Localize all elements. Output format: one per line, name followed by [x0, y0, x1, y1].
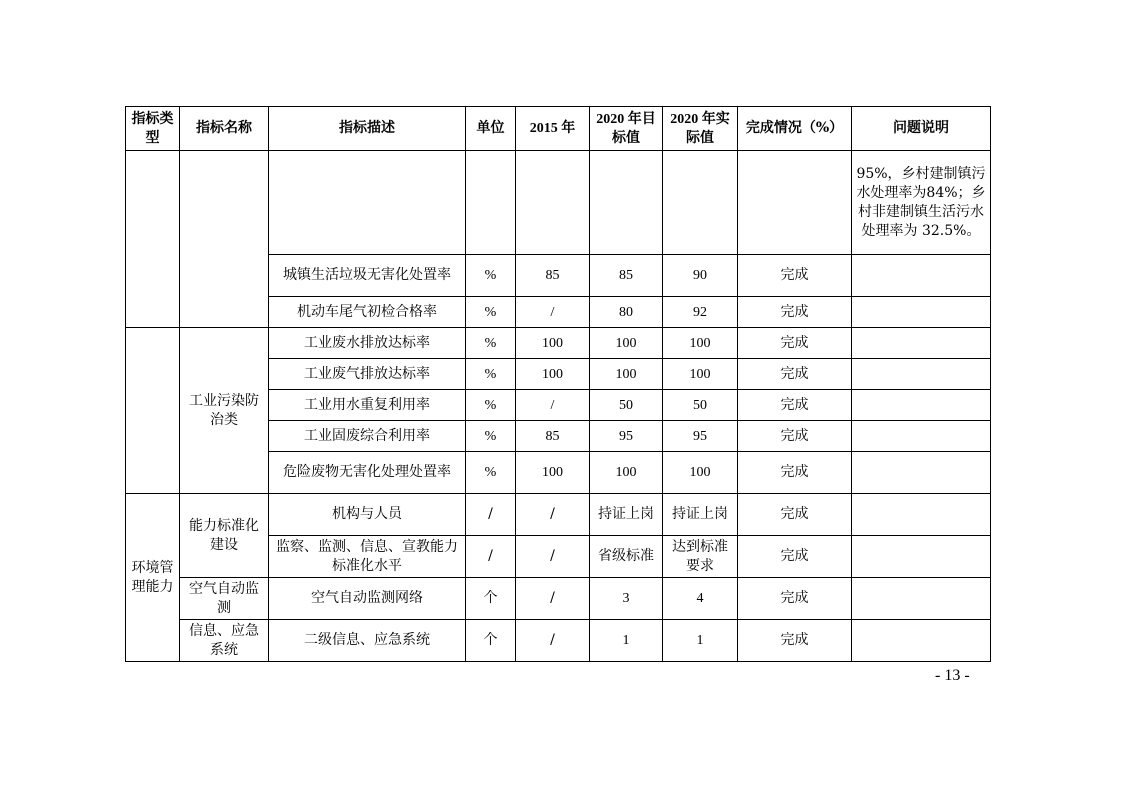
- indicator-table: [125, 106, 991, 662]
- cell-name-info: 信息、应急系统: [180, 620, 269, 662]
- cell-2015: /: [516, 494, 590, 536]
- cell-2015: 85: [516, 255, 590, 297]
- cell-type-continued: [126, 328, 180, 494]
- header-indicator-name: 指标名称: [180, 107, 269, 151]
- cell-actual: 100: [663, 328, 738, 359]
- cell-2015: 100: [516, 452, 590, 494]
- cell-unit: 个: [466, 620, 516, 662]
- cell-2015: /: [516, 536, 590, 578]
- cell-status: 完成: [738, 328, 852, 359]
- cell-name-continued: [180, 151, 269, 328]
- cell-status: 完成: [738, 390, 852, 421]
- cell-desc: 工业废水排放达标率: [269, 328, 466, 359]
- cell-note: [852, 494, 991, 536]
- cell-actual: 持证上岗: [663, 494, 738, 536]
- cell-note: [852, 452, 991, 494]
- cell-target: 持证上岗: [590, 494, 663, 536]
- header-2015: 2015 年: [516, 107, 590, 151]
- cell-2015: /: [516, 390, 590, 421]
- cell-unit: %: [466, 328, 516, 359]
- cell-desc: 机构与人员: [269, 494, 466, 536]
- cell-name-capability: 能力标准化建设: [180, 494, 269, 578]
- cell-name-industrial: 工业污染防治类: [180, 328, 269, 494]
- cell-2015: 85: [516, 421, 590, 452]
- cell-target: 80: [590, 297, 663, 328]
- cell-actual: 50: [663, 390, 738, 421]
- cell-note: 95%，乡村建制镇污水处理率为84%；乡村非建制镇生活污水处理率为 32.5%。: [852, 151, 991, 255]
- cell-target: 3: [590, 578, 663, 620]
- cell-target: 100: [590, 328, 663, 359]
- header-unit: 单位: [466, 107, 516, 151]
- cell-note: [852, 536, 991, 578]
- cell-target: 85: [590, 255, 663, 297]
- cell-unit: %: [466, 359, 516, 390]
- cell-target: 省级标准: [590, 536, 663, 578]
- table-row: [126, 578, 991, 620]
- cell-actual: 90: [663, 255, 738, 297]
- header-notes: 问题说明: [852, 107, 991, 151]
- cell-type-env: 环境管理能力: [126, 494, 180, 662]
- cell-note: [852, 421, 991, 452]
- cell-2015: 100: [516, 328, 590, 359]
- header-2020-actual: 2020 年实际值: [663, 107, 738, 151]
- cell-name-air: 空气自动监测: [180, 578, 269, 620]
- cell-actual: [663, 151, 738, 255]
- table-row: [126, 328, 991, 359]
- cell-note: [852, 297, 991, 328]
- cell-status: 完成: [738, 255, 852, 297]
- cell-2015: /: [516, 297, 590, 328]
- cell-note: [852, 328, 991, 359]
- page-number: - 13 -: [935, 667, 970, 684]
- cell-note: [852, 390, 991, 421]
- cell-status: 完成: [738, 297, 852, 328]
- cell-desc: 城镇生活垃圾无害化处置率: [269, 255, 466, 297]
- cell-desc: 危险废物无害化处理处置率: [269, 452, 466, 494]
- cell-unit: 个: [466, 578, 516, 620]
- table-row: [126, 494, 991, 536]
- cell-status: [738, 151, 852, 255]
- cell-target: [590, 151, 663, 255]
- cell-status: 完成: [738, 536, 852, 578]
- cell-target: 50: [590, 390, 663, 421]
- cell-unit: %: [466, 255, 516, 297]
- cell-unit: [466, 151, 516, 255]
- cell-actual: 95: [663, 421, 738, 452]
- header-indicator-type: 指标类型: [126, 107, 180, 151]
- cell-desc: [269, 151, 466, 255]
- cell-2015: 100: [516, 359, 590, 390]
- cell-target: 95: [590, 421, 663, 452]
- cell-actual: 达到标准要求: [663, 536, 738, 578]
- cell-actual: 100: [663, 359, 738, 390]
- cell-unit: %: [466, 421, 516, 452]
- cell-desc: 工业固废综合利用率: [269, 421, 466, 452]
- cell-status: 完成: [738, 359, 852, 390]
- table-row: [126, 620, 991, 662]
- cell-2015: /: [516, 620, 590, 662]
- table-row: [126, 151, 991, 255]
- cell-actual: 92: [663, 297, 738, 328]
- cell-unit: %: [466, 297, 516, 328]
- cell-unit: /: [466, 536, 516, 578]
- cell-status: 完成: [738, 421, 852, 452]
- cell-desc: 工业废气排放达标率: [269, 359, 466, 390]
- cell-status: 完成: [738, 494, 852, 536]
- header-completion: 完成情况（%）: [738, 107, 852, 151]
- cell-actual: 4: [663, 578, 738, 620]
- cell-desc: 空气自动监测网络: [269, 578, 466, 620]
- cell-type-continued: [126, 151, 180, 328]
- cell-2015: [516, 151, 590, 255]
- cell-note: [852, 359, 991, 390]
- cell-desc: 工业用水重复利用率: [269, 390, 466, 421]
- cell-desc: 机动车尾气初检合格率: [269, 297, 466, 328]
- table-header: [126, 107, 991, 151]
- cell-note: [852, 255, 991, 297]
- cell-unit: %: [466, 452, 516, 494]
- cell-2015: /: [516, 578, 590, 620]
- cell-status: 完成: [738, 620, 852, 662]
- cell-status: 完成: [738, 578, 852, 620]
- header-2020-target: 2020 年目标值: [590, 107, 663, 151]
- cell-status: 完成: [738, 452, 852, 494]
- cell-note: [852, 578, 991, 620]
- cell-note: [852, 620, 991, 662]
- cell-unit: %: [466, 390, 516, 421]
- header-indicator-desc: 指标描述: [269, 107, 466, 151]
- cell-desc: 二级信息、应急系统: [269, 620, 466, 662]
- cell-actual: 1: [663, 620, 738, 662]
- cell-actual: 100: [663, 452, 738, 494]
- cell-target: 1: [590, 620, 663, 662]
- cell-unit: /: [466, 494, 516, 536]
- cell-target: 100: [590, 359, 663, 390]
- cell-target: 100: [590, 452, 663, 494]
- cell-desc: 监察、监测、信息、宣教能力标准化水平: [269, 536, 466, 578]
